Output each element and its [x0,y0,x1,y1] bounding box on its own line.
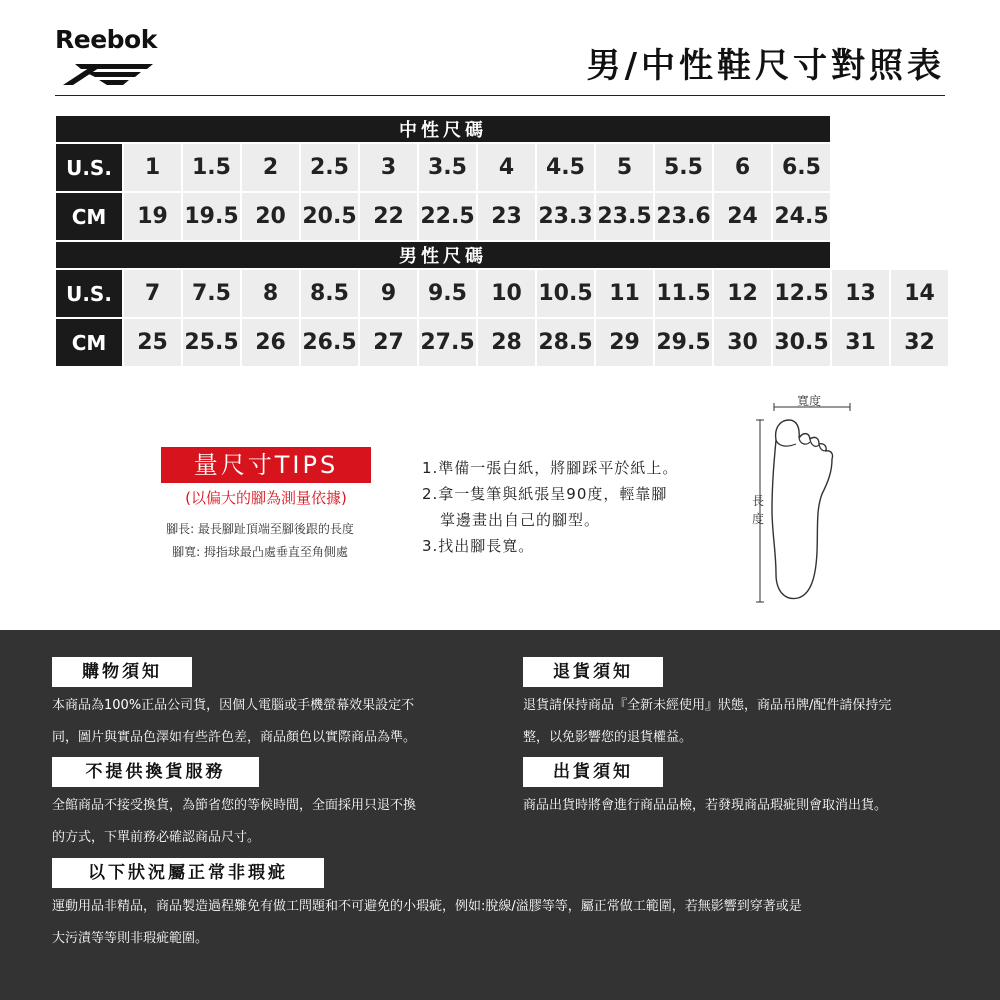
size-cell: 23.6 [655,193,712,240]
flaws-notice-text: 運動用品非精品，商品製造過程難免有做工問題和不可避免的小瑕疵，例如:脫線/溢膠等等，屬正常做工範圍，若無影響到穿著或是 大污漬等等則非瑕疵範圍。 [52,899,802,946]
size-cell: 4 [478,144,535,191]
size-cell: 8 [242,270,299,317]
size-cell: 27 [360,319,417,366]
row-label: CM [56,193,122,240]
size-cell: 2.5 [301,144,358,191]
men-section-label: 男性尺碼 [56,242,830,268]
notice-panel [0,630,1000,1000]
foot-outline-icon [752,392,862,607]
width-label: 寬度 [797,394,822,408]
step-3: 3.找出腳長寬。 [422,537,535,555]
size-cell: 19.5 [183,193,240,240]
size-cell: 30.5 [773,319,830,366]
flaws-notice-title: 以下狀況屬正常非瑕疵 [52,858,324,888]
shopping-notice-text: 本商品為100%正品公司貨，因個人電腦或手機螢幕效果設定不 同，圖片與實品色澤如有些許色差，商品顏色以實際商品為準。 [52,698,417,745]
size-cell: 11 [596,270,653,317]
size-cell: 22.5 [419,193,476,240]
size-cell: 29 [596,319,653,366]
brand-wordmark: Reebok [55,25,157,54]
unisex-cm-row [56,193,948,240]
size-cell: 5 [596,144,653,191]
size-cell: 2 [242,144,299,191]
size-cell: 25.5 [183,319,240,366]
size-cell: 14 [891,270,948,317]
men-cm-row [56,319,948,366]
step-1: 1.準備一張白紙，將腳踩平於紙上。 [422,459,679,477]
size-cell: 3 [360,144,417,191]
size-cell: 19 [124,193,181,240]
size-cell: 23.5 [596,193,653,240]
size-cell: 28.5 [537,319,594,366]
size-cell: 30 [714,319,771,366]
size-cell: 3.5 [419,144,476,191]
size-cell: 23.3 [537,193,594,240]
step-2-continued: 掌邊畫出自己的腳型。 [440,511,601,529]
tips-title: 量尺寸TIPS [161,447,371,483]
size-cell: 9.5 [419,270,476,317]
foot-length-definition: 腳長: 最長腳趾頂端至腳後跟的長度 [166,522,354,536]
size-cell: 12.5 [773,270,830,317]
size-cell: 10.5 [537,270,594,317]
size-cell: 4.5 [537,144,594,191]
size-cell: 26.5 [301,319,358,366]
size-cell: 10 [478,270,535,317]
row-label: U.S. [56,144,122,191]
size-cell: 32 [891,319,948,366]
size-cell: 6 [714,144,771,191]
foot-diagram [752,392,862,607]
size-cell: 13 [832,270,889,317]
size-cell: 23 [478,193,535,240]
no-exchange-notice-text: 全館商品不接受換貨，為節省您的等候時間，全面採用只退不換 的方式，下單前務必確認商品尺寸。 [52,798,417,845]
returns-notice-title: 退貨須知 [523,657,663,687]
unisex-section-label: 中性尺碼 [56,116,830,142]
size-cell: 11.5 [655,270,712,317]
foot-width-definition: 腳寬: 拇指球最凸處垂直至角側處 [172,545,348,559]
size-cell: 28 [478,319,535,366]
unisex-us-row [56,144,948,191]
size-table [54,114,950,368]
reebok-logo [55,26,165,86]
size-cell: 26 [242,319,299,366]
reebok-delta-icon [55,56,155,86]
header-divider [55,95,945,96]
measure-steps [422,455,722,559]
row-label: U.S. [56,270,122,317]
men-section-header [56,242,948,268]
unisex-section-header [56,116,948,142]
row-label: CM [56,319,122,366]
size-cell: 6.5 [773,144,830,191]
size-cell: 12 [714,270,771,317]
size-cell: 1 [124,144,181,191]
shopping-notice-title: 購物須知 [52,657,192,687]
size-cell: 1.5 [183,144,240,191]
page-title: 男/中性鞋尺寸對照表 [586,46,945,86]
size-cell: 5.5 [655,144,712,191]
size-cell: 31 [832,319,889,366]
size-cell: 24 [714,193,771,240]
size-cell: 27.5 [419,319,476,366]
step-2: 2.拿一隻筆與紙張呈90度，輕靠腳 [422,485,668,503]
size-cell: 20.5 [301,193,358,240]
tips-subtitle: (以偏大的腳為測量依據) [185,489,347,507]
size-cell: 8.5 [301,270,358,317]
size-cell: 7 [124,270,181,317]
size-cell: 7.5 [183,270,240,317]
men-us-row [56,270,948,317]
size-cell: 9 [360,270,417,317]
size-cell: 24.5 [773,193,830,240]
size-cell: 29.5 [655,319,712,366]
shipping-notice-title: 出貨須知 [523,757,663,787]
size-cell: 20 [242,193,299,240]
size-cell: 22 [360,193,417,240]
shipping-notice-text: 商品出貨時將會進行商品品檢，若發現商品瑕疵則會取消出貨。 [523,798,888,813]
size-cell: 25 [124,319,181,366]
length-label: 長度 [752,494,765,526]
returns-notice-text: 退貨請保持商品『全新未經使用』狀態，商品吊牌/配件請保持完 整，以免影響您的退貨權益。 [523,698,892,745]
no-exchange-notice-title: 不提供換貨服務 [52,757,259,787]
